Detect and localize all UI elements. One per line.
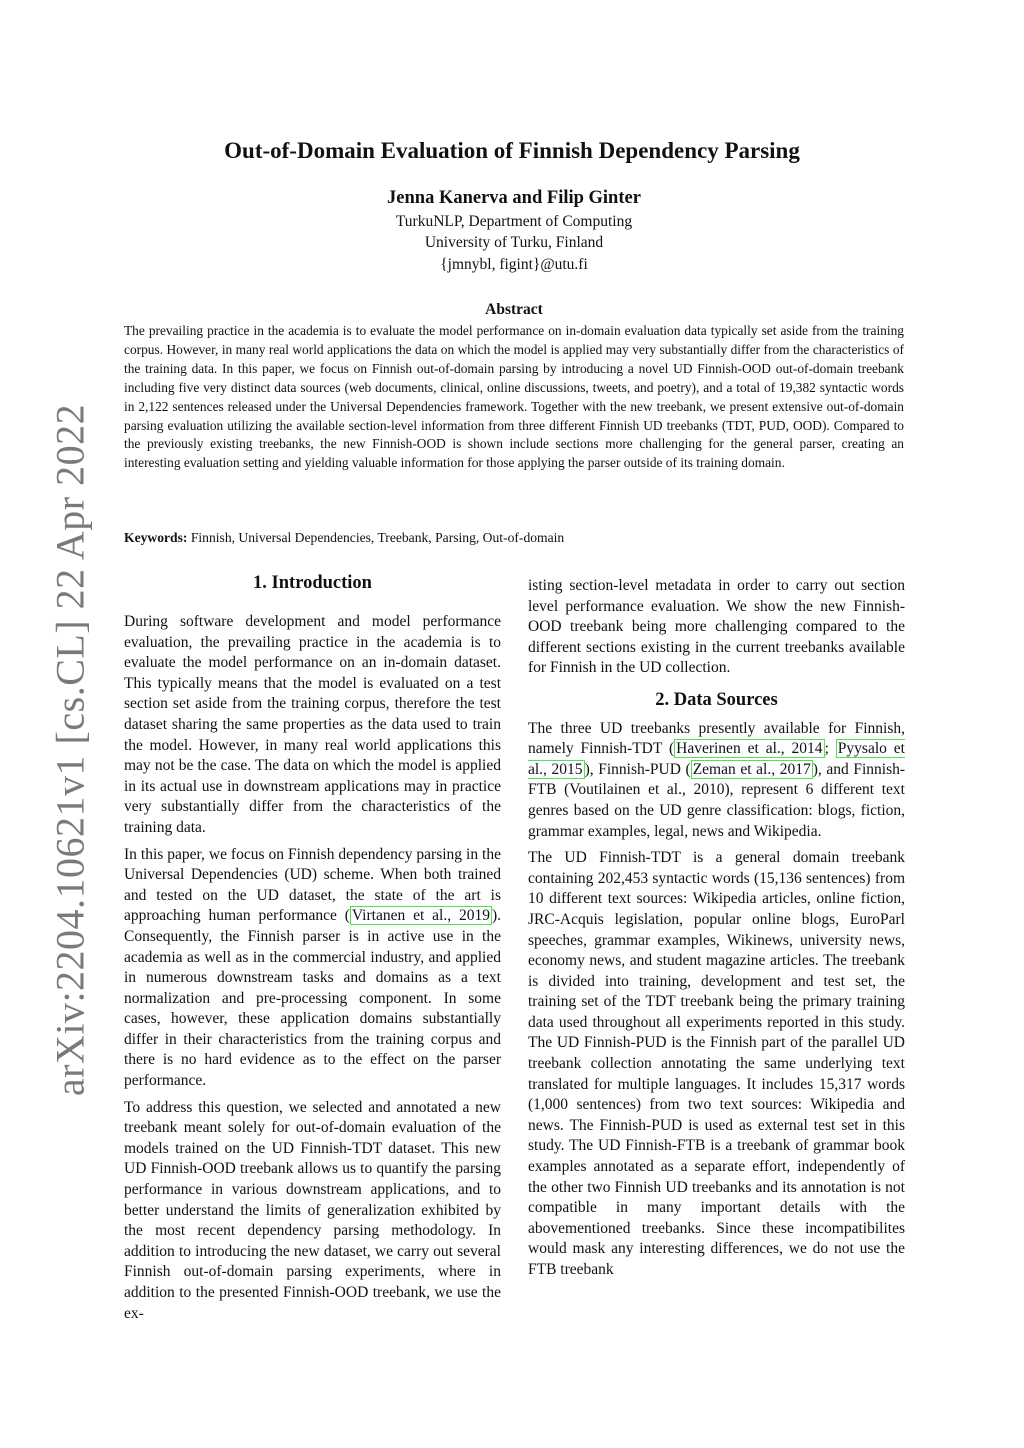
left-column bbox=[124, 612, 501, 1330]
paper-title: Out-of-Domain Evaluation of Finnish Dependency Parsing bbox=[224, 138, 800, 163]
arxiv-identifier: arXiv:2204.10621v1 [cs.CL] 22 Apr 2022 bbox=[47, 403, 93, 1097]
affiliation-university: University of Turku, Finland bbox=[424, 234, 604, 251]
intro-paragraph-2: In this paper, we focus on Finnish dependency parsing in the Universal Dependencies (UD) scheme. When both trained and tested on the UD dataset, the state of the art is approaching human performance ( Virtanen et al., 2019 ). Consequently, the Finnish parser is in active use in the academia as well as in the commercial industry, and applied in numerous downstream tasks and domains as a text normalization and pre-processing component. In some cases, however, these application domains substantially differ in their characteristics from the training corpus and there is no hard evidence as to the effect on the parser performance. bbox=[124, 845, 502, 1090]
keywords bbox=[124, 530, 904, 546]
section-heading-data-sources: 2. Data Sources bbox=[655, 689, 778, 710]
keywords-label: Keywords: bbox=[124, 530, 188, 545]
section-heading-introduction: 1. Introduction bbox=[253, 573, 372, 593]
citation-link-pyysalo[interactable]: Pyysalo et al., 2015 bbox=[528, 740, 905, 778]
right-column bbox=[528, 576, 905, 1287]
data-sources-paragraph-2: The UD Finnish-TDT is a general domain treebank containing 202,453 syntactic words (15,136 sentences) from 10 different text sources: Wikipedia articles, online fiction, JRC-Acquis legislation, popular online blogs, EuroParl speeches, grammar examples, Wikinews, university news, economy news, and student magazine articles. The treebank is divided into training, development and test set, the training set of the TDT treebank being the primary training data used throughout all experiments reported in this study. The UD Finnish-PUD is the Finnish part of the parallel UD treebank collection annotating the same underlying text translated for multiple languages. It includes 15,317 words (1,000 sentences) from two text sources: Wikipedia and news. The Finnish-PUD is used as external test set in this study. The UD Finnish-FTB is a treebank of grammar book examples annotated as a separate effort, independently of the other two Finnish UD treebanks and its annotation is not compatible in many important details with the abovementioned treebanks. Since these incompatibilites would mask any interesting differences, we do not use the FTB treebank bbox=[528, 849, 905, 1278]
intro-paragraph-3: To address this question, we selected and annotated a new treebank meant solely for out-of-domain evaluation of the models trained on the UD Finnish-TDT dataset. This new UD Finnish-OOD treebank allows us to quantify the parsing performance in various downstream applications, and to better understand the limits of generalization exhibited by the most recent dependency parsing methodology. In addition to introducing the new dataset, we carry out several Finnish out-of-domain parsing experiments, where in addition to the presented Finnish-OOD treebank, we use the ex- bbox=[124, 1098, 501, 1322]
citation-link-virtanen[interactable]: Virtanen et al., 2019 bbox=[351, 907, 490, 925]
keywords-list: Finnish, Universal Dependencies, Treebank, Parsing, Out-of-domain bbox=[187, 530, 565, 545]
citation-link-zeman[interactable]: Zeman et al., 2017 bbox=[692, 760, 811, 778]
abstract-text: The prevailing practice in the academia is to evaluate the model performance on in-domain evaluation data typically set aside from the training corpus. However, in many real world applications the data on which the model is applied may very substantially differ from the characteristics of the training data. In this paper, we focus on Finnish out-of-domain parsing by introducing a novel UD Finnish-OOD out-of-domain treebank including five very distinct data sources (web documents, clinical, online discussions, tweets, and poetry), and a total of 19,382 syntactic words in 2,122 sentences released under the Universal Dependencies framework. Together with the new treebank, we present extensive out-of-domain parsing evaluation utilizing the available section-level information from three different Finnish UD treebanks (TDT, PUD, OOD). Compared to the previously existing treebanks, the new Finnish-OOD is shown include sections more challenging for the general parser, creating an interesting evaluation setting and yielding valuable information for those applying the parser outside of its training domain. bbox=[124, 323, 904, 471]
intro-paragraph-continued: isting section-level metadata in order to carry out section level performance evaluation. We show the new Finnish-OOD treebank being more challenging compared to the different sections existing in the current treebanks available for Finnish in the UD collection. bbox=[528, 577, 905, 677]
abstract-heading: Abstract bbox=[485, 301, 543, 318]
citation-link-haverinen[interactable]: Haverinen et al., 2014 bbox=[676, 740, 823, 758]
intro-paragraph-1: During software development and model performance evaluation, the prevailing practice in the academia is to evaluate the model performance on an in-domain dataset. This typically means that the model is evaluated on a test section set aside from the training corpus, therefore the test dataset sharing the same properties as the data used to train the model. However, in many real world applications this may not be the case. The data on which the model is applied in its actual use in downstream applications may in practice very substantially differ from the characteristics of the training data. bbox=[124, 613, 501, 836]
affiliation-department: TurkuNLP, Department of Computing bbox=[395, 213, 633, 230]
authors: Jenna Kanerva and Filip Ginter bbox=[387, 188, 641, 208]
data-sources-paragraph-1: The three UD treebanks presently available for Finnish, namely Finnish-TDT ( Haverinen et al., 2014 ; Pyysalo et al., 2015 ), Finnish-PUD ( Zeman et al., 2017 ), and Finnish-FTB (Voutilainen et al., 2010), represent 6 different text genres based on the UD genre classification: blogs, fiction, grammar examples, legal, news and Wikipedia. bbox=[528, 719, 906, 840]
author-emails: {jmnybl, figint}@utu.fi bbox=[440, 256, 588, 273]
